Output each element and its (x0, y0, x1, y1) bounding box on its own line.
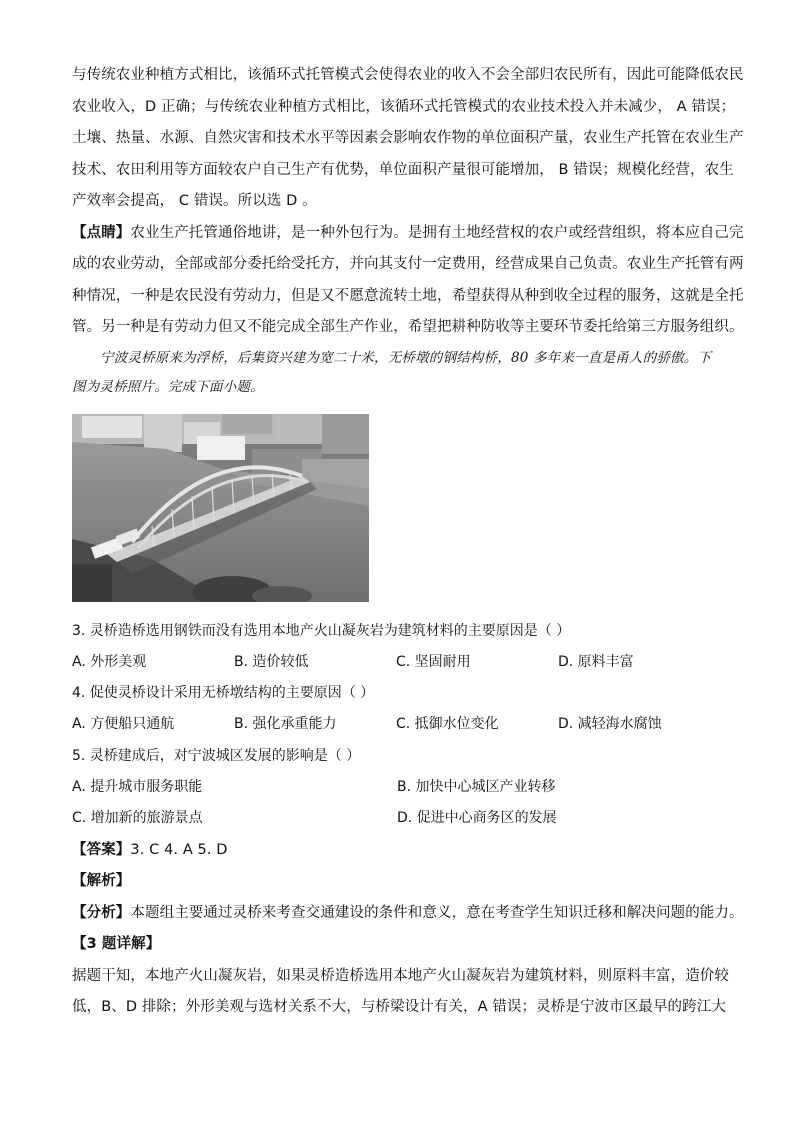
option-b: B. 造价较低 (234, 653, 309, 670)
text-line: 低，B、D 排除；外形美观与选材关系不大，与桥梁设计有关，A 错误；灵桥是宁波市区最早的跨江大 (72, 999, 726, 1016)
option-c: C. 坚固耐用 (396, 653, 471, 670)
question-stem: 4. 促使灵桥设计采用无桥墩结构的主要原因（ ） (72, 685, 375, 702)
material-intro (72, 344, 722, 402)
text-line: 产效率会提高， C 错误。所以选 D 。 (72, 193, 317, 209)
text-line: 管。另一种是有劳动力但又不能完成全部生产作业，希望把耕种防收等主要环节委托给第三方服务组织。 (72, 319, 744, 335)
text-line: 据题干知，本地产火山凝灰岩，如果灵桥造桥选用本地产火山凝灰岩为建筑材料，则原料丰富，造价较 (72, 967, 729, 984)
answer-tag: 【答案】 (72, 841, 131, 858)
option-d: D. 促进中心商务区的发展 (397, 810, 557, 827)
question-stem: 5. 灵桥建成后，对宁波城区发展的影响是（ ） (72, 747, 361, 764)
text-line: 成的农业劳动，全部或部分委托给受托方，并向其支付一定费用，经营成果自己负责。农业生产托管有两 (72, 256, 744, 272)
options-row (72, 803, 722, 834)
question-3 (72, 616, 722, 679)
intro-line: 宁波灵桥原来为浮桥，后集资兴建为宽二十米，无桥墩的钢结构桥，80 多年来一直是甬人的骄傲。下 (100, 349, 712, 366)
option-c: C. 抵御水位变化 (396, 716, 499, 733)
text-line: 种情况，一种是农民没有劳动力，但是又不愿意流转土地，希望获得从种到收全过程的服务，这就是全托 (72, 287, 744, 304)
question-4 (72, 678, 722, 741)
options-row (72, 647, 722, 678)
option-a: A. 提升城市服务职能 (72, 778, 203, 795)
detail-heading: 【3 题详解】 (72, 936, 161, 953)
options-row (72, 709, 722, 740)
intro-line: 图为灵桥照片。完成下面小题。 (72, 378, 264, 395)
options-row (72, 772, 722, 803)
option-a: A. 外形美观 (72, 653, 147, 670)
text-line: 农业生产托管通俗地讲，是一种外包行为。是拥有土地经营权的农户或经营组织，将本应自己完 (130, 224, 744, 241)
text-line: 与传统农业种植方式相比，该循环式托管模式会使得农业的收入不会全部归农民所有，因此可能降低农民 (72, 67, 744, 83)
text-line: 农业收入，D 正确；与传统农业种植方式相比，该循环式托管模式的农业技术投入并未减少， A 错误； (72, 98, 736, 115)
answer-line (72, 835, 722, 867)
fenxi-text: 本题组主要通过灵桥来考查交通建设的条件和意义，意在考查学生知识迁移和解决问题的能力。 (130, 904, 744, 921)
bridge-photo (72, 414, 369, 602)
question-5 (72, 741, 722, 835)
comment-tag: 【点睛】 (72, 224, 131, 241)
bridge-photo-image (72, 414, 369, 602)
document-page (72, 60, 744, 1024)
fenxi-line (72, 898, 744, 930)
analysis-paragraph (72, 60, 744, 218)
text-line: 土壤、热量、水源、自然灾害和技术水平等因素会影响农作物的单位面积产量，农业生产托管在农业生产 (72, 130, 744, 146)
fenxi-tag: 【分析】 (72, 904, 131, 921)
option-b: B. 加快中心城区产业转移 (397, 778, 556, 795)
option-c: C. 增加新的旅游景点 (72, 810, 203, 827)
jiexi-heading: 【解析】 (72, 873, 131, 890)
option-d: D. 原料丰富 (558, 653, 634, 670)
text-line: 技术、农田利用等方面较农户自己生产有优势，单位面积产量很可能增加， B 错误；规模化经营，农生 (72, 161, 734, 178)
answer-text: 3. C 4. A 5. D (130, 841, 228, 858)
option-d: D. 减轻海水腐蚀 (558, 716, 662, 733)
question-stem: 3. 灵桥造桥选用钢铁而没有选用本地产火山凝灰岩为建筑材料的主要原因是（ ） (72, 622, 571, 639)
comment-paragraph (72, 218, 744, 344)
option-b: B. 强化承重能力 (234, 716, 337, 733)
option-a: A. 方便船只通航 (72, 716, 175, 733)
